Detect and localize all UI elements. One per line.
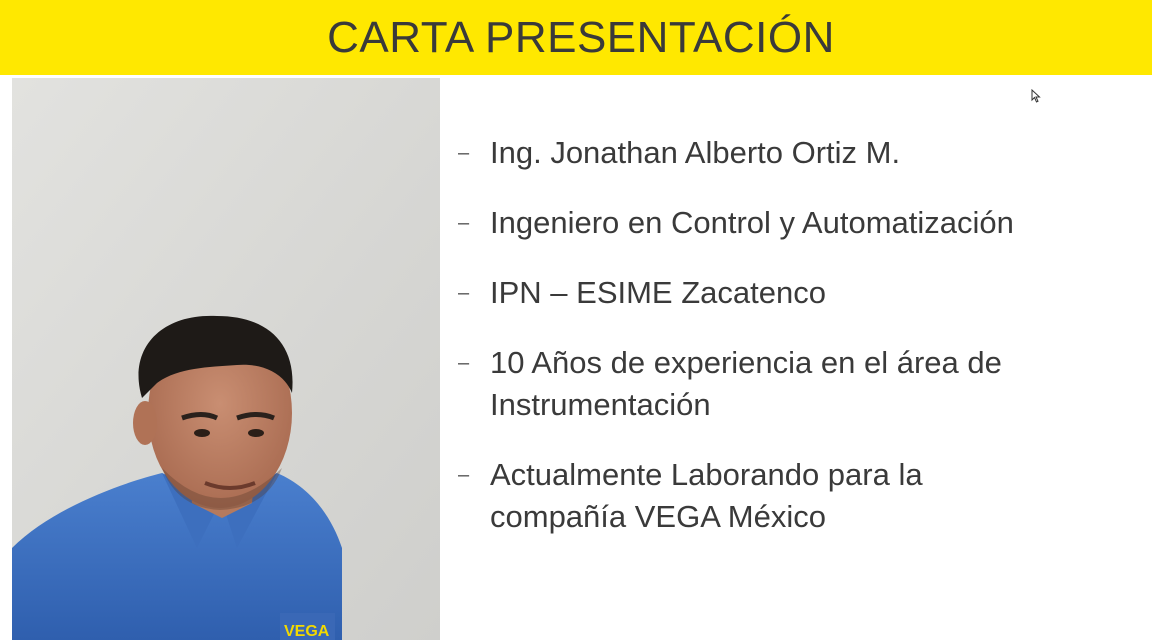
bullet-item-name bbox=[456, 132, 1136, 174]
bullet-item-experience bbox=[456, 342, 1090, 426]
title-bar bbox=[0, 0, 1152, 75]
bullet-list bbox=[456, 132, 1136, 566]
bullet-text: Ingeniero en Control y Automatización bbox=[490, 205, 1014, 240]
bullet-text: Actualmente Laborando para la compañía VEGA México bbox=[490, 457, 923, 534]
bullet-item-school bbox=[456, 272, 1136, 314]
bullet-text: IPN – ESIME Zacatenco bbox=[490, 275, 826, 310]
mouse-cursor-icon bbox=[1031, 89, 1041, 108]
bullet-text: 10 Años de experiencia en el área de Instrumentación bbox=[490, 345, 1002, 422]
bullet-marker: – bbox=[458, 282, 470, 304]
bullet-item-degree bbox=[456, 202, 1136, 244]
bullet-marker: – bbox=[458, 464, 470, 486]
bullet-item-employer bbox=[456, 454, 1030, 538]
shirt-logo: VEGA bbox=[284, 623, 330, 640]
bullet-text: Ing. Jonathan Alberto Ortiz M. bbox=[490, 135, 901, 170]
bullet-marker: – bbox=[458, 212, 470, 234]
bullet-marker: – bbox=[458, 142, 470, 164]
slide-title: CARTA PRESENTACIÓN bbox=[327, 12, 835, 62]
profile-photo bbox=[12, 78, 440, 640]
bullet-marker: – bbox=[458, 352, 470, 374]
